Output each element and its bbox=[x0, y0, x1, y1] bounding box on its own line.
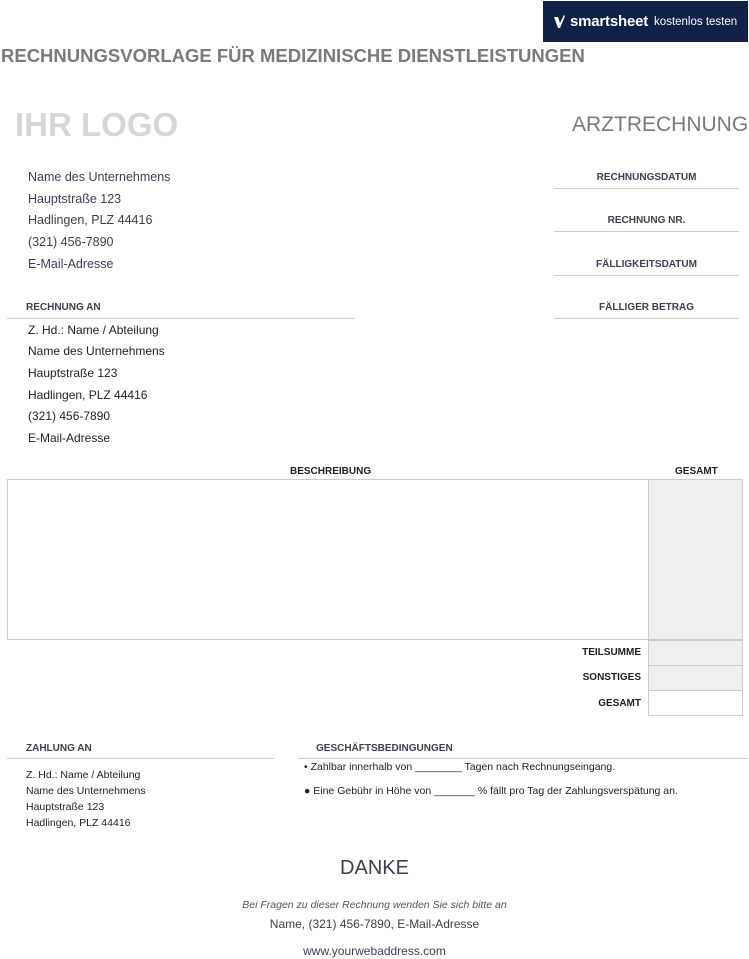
recipient-phone: (321) 456-7890 bbox=[28, 409, 111, 423]
invoice-number-label: RECHNUNG NR. bbox=[607, 215, 686, 226]
total-column-header: GESAMT bbox=[675, 466, 718, 477]
smartsheet-banner[interactable] bbox=[543, 1, 748, 42]
logo-placeholder: IHR LOGO bbox=[15, 106, 179, 143]
description-column-header: BESCHREIBUNG bbox=[290, 466, 372, 477]
sender-city: Hadlingen, PLZ 44416 bbox=[28, 213, 153, 227]
invoice-date-field[interactable] bbox=[554, 188, 739, 189]
terms-item: ● Eine Gebühr in Höhe von _______ % fällt pro Tag der Zahlungsverspätung an. bbox=[304, 785, 678, 797]
description-area[interactable] bbox=[7, 479, 649, 640]
amount-due-field[interactable] bbox=[554, 318, 739, 319]
sender-company: Name des Unternehmens bbox=[28, 170, 171, 184]
subtotal-cell[interactable] bbox=[648, 640, 743, 666]
smartsheet-logo-icon bbox=[553, 15, 566, 28]
sender-phone: (321) 456-7890 bbox=[28, 235, 114, 249]
payment-street: Hauptstraße 123 bbox=[26, 801, 105, 813]
payment-attention: Z. Hd.: Name / Abteilung bbox=[26, 769, 141, 781]
other-cell[interactable] bbox=[648, 665, 743, 691]
terms-item: • Zahlbar innerhalb von ________ Tagen nach Rechnungseingang. bbox=[304, 761, 616, 773]
terms-label: GESCHÄFTSBEDINGUNGEN bbox=[316, 743, 453, 754]
brand-name: smartsheet bbox=[570, 13, 649, 30]
payment-city: Hadlingen, PLZ 44416 bbox=[26, 817, 131, 829]
grand-total-cell[interactable] bbox=[648, 690, 743, 716]
payment-company: Name des Unternehmens bbox=[26, 785, 146, 797]
invoice-type-heading: ARZTRECHNUNG bbox=[572, 113, 749, 136]
total-column-area[interactable] bbox=[648, 479, 743, 640]
contact-question: Bei Fragen zu dieser Rechnung wenden Sie sich bitte an bbox=[242, 899, 507, 911]
thank-you-heading: DANKE bbox=[340, 857, 409, 879]
contact-details: Name, (321) 456-7890, E-Mail-Adresse bbox=[269, 917, 480, 931]
payment-to-divider bbox=[7, 758, 274, 759]
recipient-attention: Z. Hd.: Name / Abteilung bbox=[28, 323, 159, 337]
grand-total-label: GESAMT bbox=[598, 698, 641, 709]
recipient-company: Name des Unternehmens bbox=[28, 344, 165, 358]
other-label: SONSTIGES bbox=[582, 672, 641, 683]
sender-street: Hauptstraße 123 bbox=[28, 192, 122, 206]
sender-email: E-Mail-Adresse bbox=[28, 257, 114, 271]
recipient-city: Hadlingen, PLZ 44416 bbox=[28, 388, 148, 402]
recipient-street: Hauptstraße 123 bbox=[28, 366, 118, 380]
free-trial-link[interactable]: kostenlos testen bbox=[654, 15, 738, 28]
bill-to-label: RECHNUNG AN bbox=[26, 302, 101, 313]
amount-due-label: FÄLLIGER BETRAG bbox=[599, 302, 694, 313]
bill-to-divider bbox=[7, 318, 355, 319]
invoice-date-label: RECHNUNGSDATUM bbox=[596, 172, 697, 183]
recipient-email: E-Mail-Adresse bbox=[28, 431, 111, 445]
invoice-number-field[interactable] bbox=[554, 231, 739, 232]
subtotal-label: TEILSUMME bbox=[582, 647, 641, 658]
payment-to-label: ZAHLUNG AN bbox=[26, 743, 92, 754]
website-link[interactable]: www.yourwebaddress.com bbox=[303, 944, 446, 958]
due-date-field[interactable] bbox=[554, 275, 739, 276]
terms-divider bbox=[298, 758, 748, 759]
due-date-label: FÄLLIGKEITSDATUM bbox=[596, 259, 697, 270]
document-title: RECHNUNGSVORLAGE FÜR MEDIZINISCHE DIENSTLEISTUNGEN bbox=[1, 45, 585, 66]
